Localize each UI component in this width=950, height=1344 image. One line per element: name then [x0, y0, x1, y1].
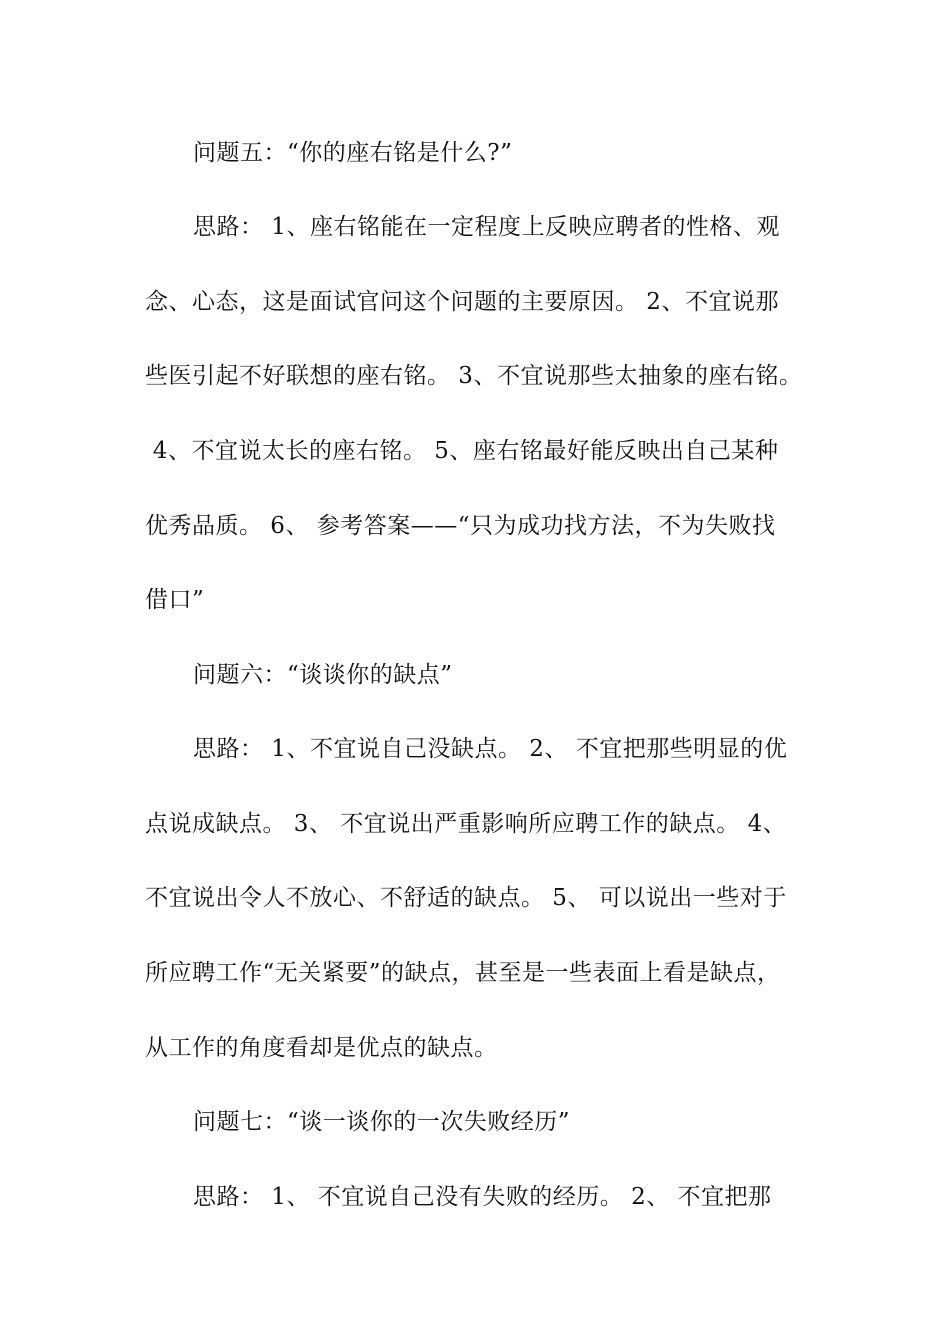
paragraph-line: 从工作的角度看却是优点的缺点。 [145, 1035, 498, 1061]
heading-question-six: 问题六：“谈谈你的缺点” [193, 662, 453, 688]
paragraph-line: 念、心态，这是面试官问这个问题的主要原因。 2、不宜说那 [145, 289, 779, 315]
heading-question-five: 问题五：“你的座右铭是什么?” [193, 140, 513, 166]
paragraph-line: 4、不宜说太长的座右铭。 5、座右铭最好能反映出自己某种 [145, 438, 779, 464]
paragraph-line: 所应聘工作“无关紧要”的缺点，甚至是一些表面上看是缺点， [145, 960, 781, 986]
paragraph-line: 点说成缺点。 3、 不宜说出严重影响所应聘工作的缺点。 4、 [145, 811, 787, 837]
paragraph-line: 些医引起不好联想的座右铭。 3、不宜说那些太抽象的座右铭。 [145, 363, 803, 389]
paragraph-line: 不宜说出令人不放心、不舒适的缺点。 5、 可以说出一些对于 [145, 885, 787, 911]
paragraph-line: 思路： 1、不宜说自己没缺点。 2、 不宜把那些明显的优 [193, 736, 788, 762]
heading-question-seven: 问题七：“谈一谈你的一次失败经历” [193, 1109, 571, 1135]
paragraph-line: 优秀品质。 6、 参考答案——“只为成功找方法，不为失败找 [145, 513, 776, 539]
paragraph-line: 借口” [145, 587, 205, 613]
paragraph-line: 思路： 1、座右铭能在一定程度上反映应聘者的性格、观 [193, 214, 780, 240]
paragraph-line: 思路： 1、 不宜说自己没有失败的经历。 2、 不宜把那 [193, 1184, 772, 1210]
